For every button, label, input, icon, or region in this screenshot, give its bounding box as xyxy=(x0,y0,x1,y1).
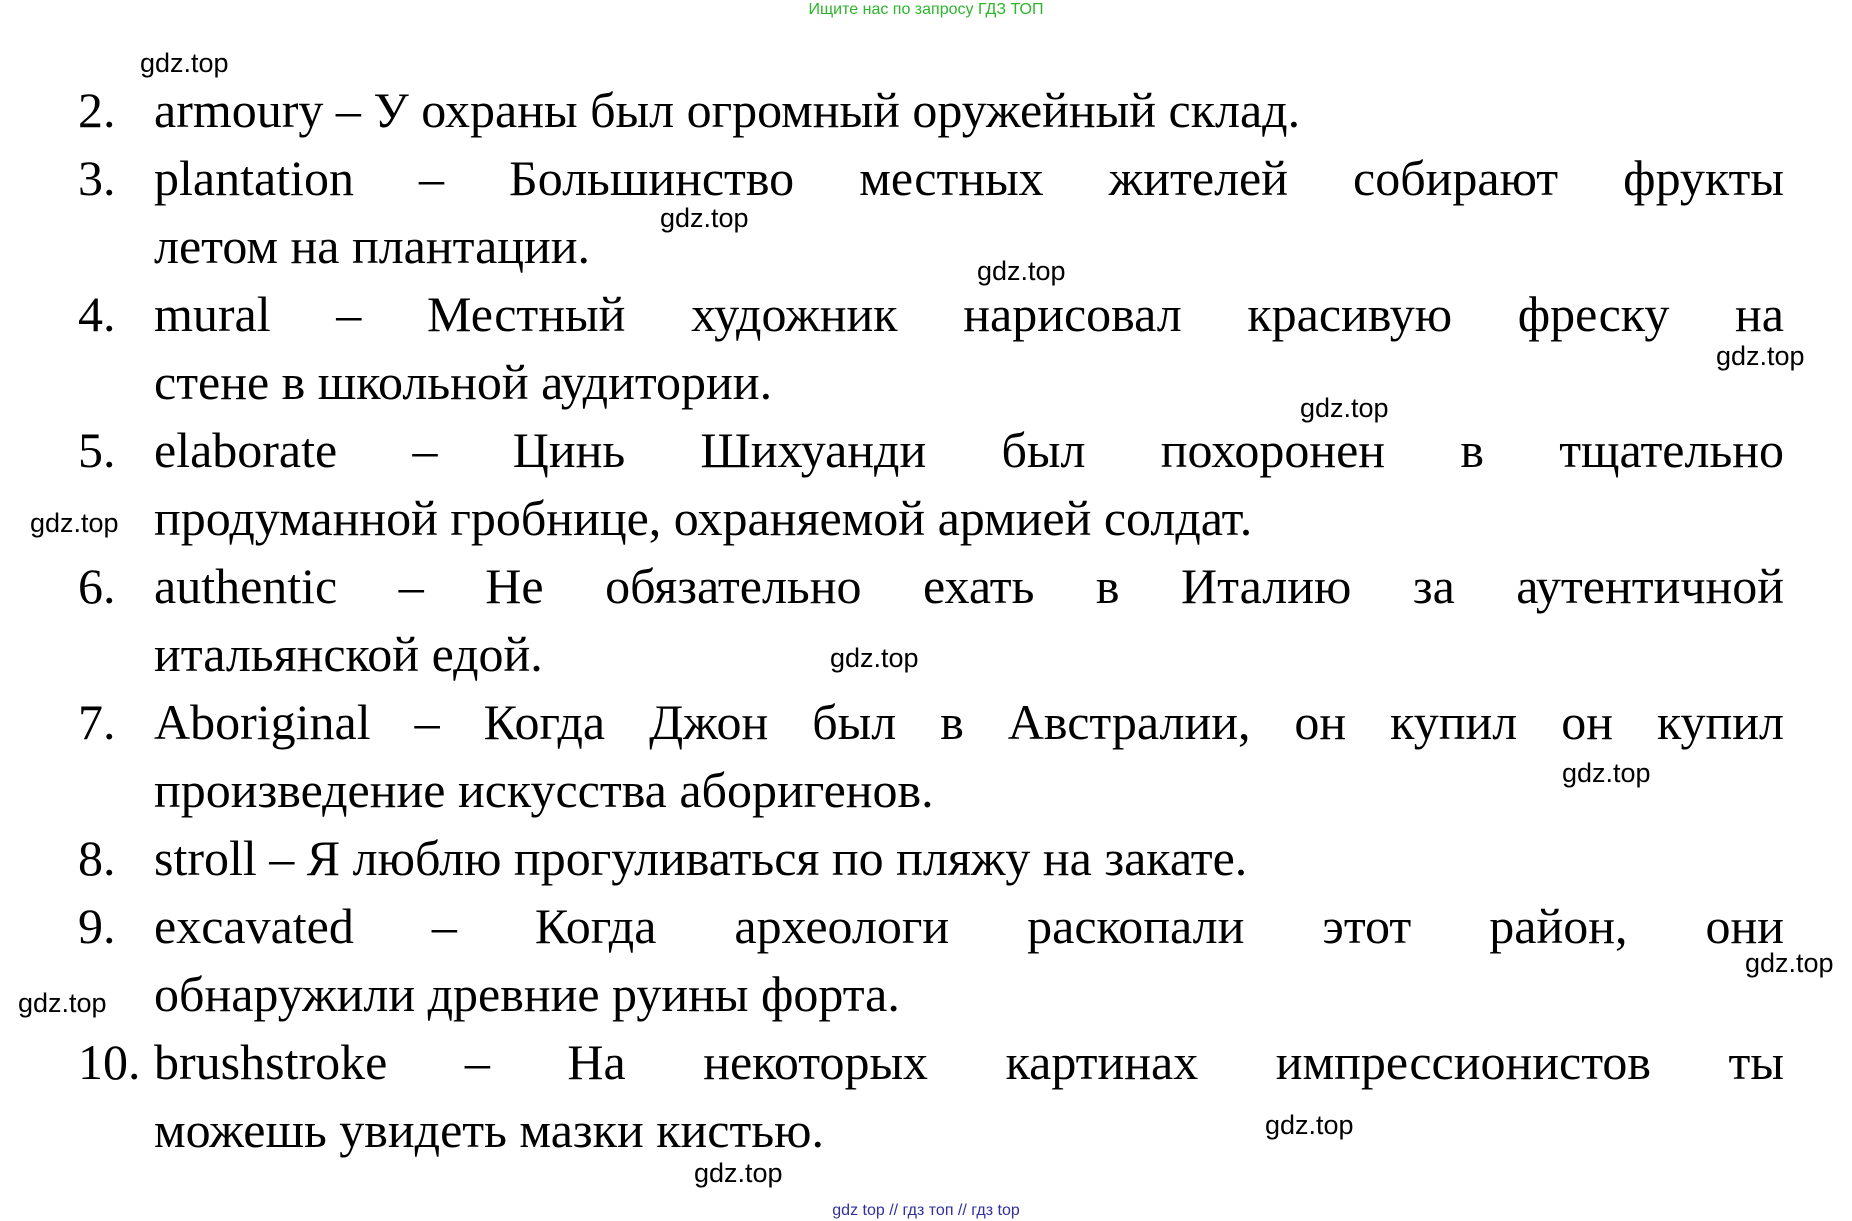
item-line: итальянской едой. xyxy=(154,626,543,682)
footer-links: gdz top // гдз топ // гдз top xyxy=(832,1202,1020,1219)
watermark: gdz.top xyxy=(18,988,107,1018)
watermark: gdz.top xyxy=(1716,341,1805,371)
watermark: gdz.top xyxy=(1745,948,1834,978)
item-number: 8. xyxy=(78,830,116,886)
item-number: 5. xyxy=(78,422,116,478)
item-line: armoury – У охраны был огромный оружейный склад. xyxy=(154,82,1301,138)
watermark: gdz.top xyxy=(1265,1110,1354,1140)
item-line: можешь увидеть мазки кистью. xyxy=(154,1102,824,1158)
item-line: обнаружили древние руины форта. xyxy=(154,966,900,1022)
top-banner: Ищите нас по запросу ГДЗ ТОП xyxy=(808,1,1044,18)
item-line: продуманной гробнице, охраняемой армией солдат. xyxy=(154,490,1253,546)
item-line: летом на плантации. xyxy=(154,218,591,274)
watermark: gdz.top xyxy=(977,256,1066,286)
watermark: gdz.top xyxy=(694,1158,783,1188)
item-number: 9. xyxy=(78,898,116,954)
item-line: mural – Местный художник нарисовал красивую фреску на xyxy=(154,286,1784,342)
item-number: 3. xyxy=(78,150,116,206)
item-line: excavated – Когда археологи раскопали этот район, они xyxy=(154,898,1784,954)
watermark: gdz.top xyxy=(30,508,119,538)
item-line: Aboriginal – Когда Джон был в Австралии, он купил он купил xyxy=(154,694,1784,750)
item-line: stroll – Я люблю прогуливаться по пляжу на закате. xyxy=(154,830,1248,886)
item-number: 4. xyxy=(78,286,116,342)
watermark: gdz.top xyxy=(1562,758,1651,788)
watermark: gdz.top xyxy=(140,48,229,78)
item-number: 7. xyxy=(78,694,116,750)
item-line: произведение искусства аборигенов. xyxy=(154,762,934,818)
item-number: 6. xyxy=(78,558,116,614)
item-line: brushstroke – На некоторых картинах импрессионистов ты xyxy=(154,1034,1784,1090)
watermark: gdz.top xyxy=(1300,393,1389,423)
item-line: elaborate – Цинь Шихуанди был похоронен в тщательно xyxy=(154,422,1784,478)
item-line: plantation – Большинство местных жителей собирают фрукты xyxy=(154,150,1784,206)
watermark: gdz.top xyxy=(830,643,919,673)
watermark: gdz.top xyxy=(660,203,749,233)
item-number: 10. xyxy=(78,1034,141,1090)
item-line: стене в школьной аудитории. xyxy=(154,354,773,410)
item-number: 2. xyxy=(78,82,116,138)
item-line: authentic – Не обязательно ехать в Италию за аутентичной xyxy=(154,558,1784,614)
